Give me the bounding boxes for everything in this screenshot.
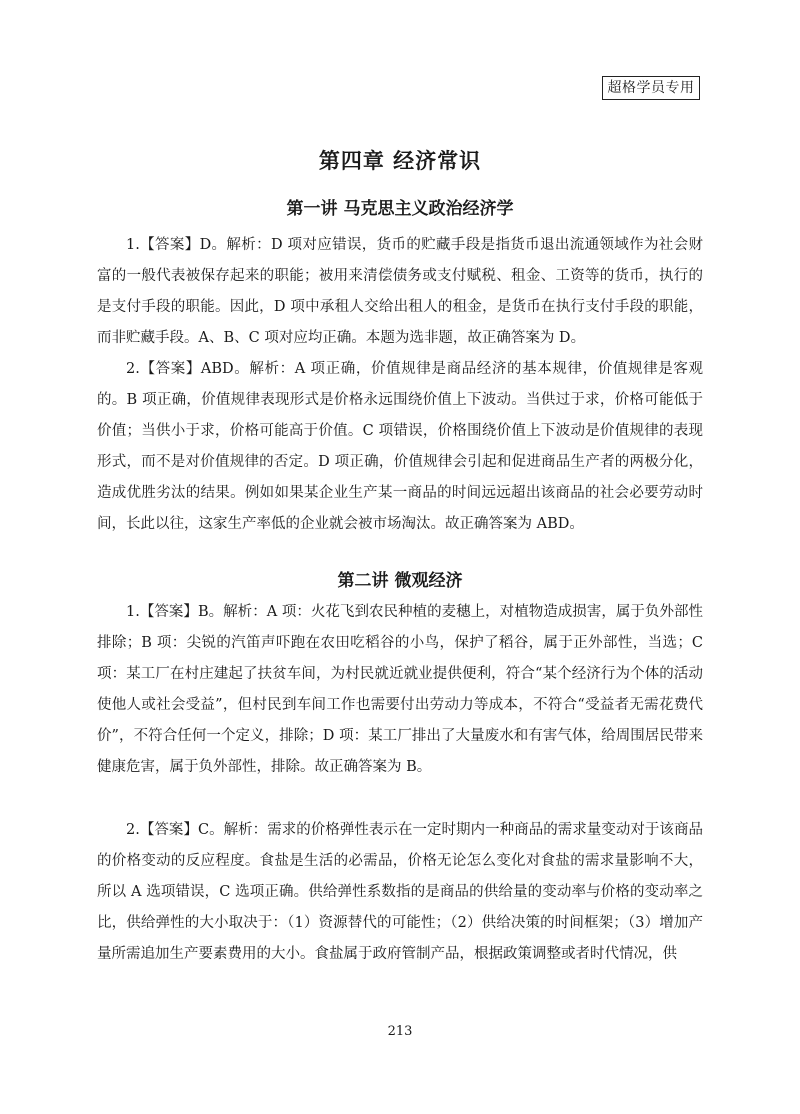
student-exclusive-tag: 超格学员专用 [602,76,700,100]
section-title-1: 第一讲 马克思主义政治经济学 [286,199,514,219]
answer-paragraph: 1.【答案】D。解析：D 项对应错误，货币的贮藏手段是指货币退出流通领域作为社会财富的一般代表被保存起来的职能；被用来清偿债务或支付赋税、租金、工资等的货币，执行的是支付手段的职能。因此，D 项中承租人交给出租人的租金，是货币在执行支付手段的职能，而非贮藏手段。A、B、C 项对应均正确。本题为选非题，故正确答案为 D。 [97,237,703,346]
chapter-title: 第四章 经济常识 [318,148,482,173]
answer-paragraph: 2.【答案】ABD。解析：A 项正确，价值规律是商品经济的基本规律，价值规律是客观的。B 项正确，价值规律表现形式是价格永远围绕价值上下波动。当供过于求，价格可能低于价值；当供小于求，价格可能高于价值。C 项错误，价格围绕价值上下波动是价值规律的表现形式，而不是对价值规律的否定。D 项正确，价值规律会引起和促进商品生产者的两极分化，造成优胜劣汰的结果。例如如果某企业生产某一商品的时间远远超出该商品的社会必要劳动时间，长此以往，这家生产率低的企业就会被市场淘汰。故正确答案为 ABD。 [97,361,703,532]
answer-paragraph: 1.【答案】B。解析：A 项：火花飞到农民种植的麦穗上，对植物造成损害，属于负外部性排除；B 项：尖锐的汽笛声吓跑在农田吃稻谷的小鸟，保护了稻谷，属于正外部性，当选；C 项：某工厂在村庄建起了扶贫车间，为村民就近就业提供便利，符合“某个经济行为个体的活动使他人或社会受益”，但村民到车间工作也需要付出劳动力等成本，不符合“受益者无需花费代价”，不符合任何一个定义，排除；D 项：某工厂排出了大量废水和有害气体，给周围居民带来健康危害，属于负外部性，排除。故正确答案为 B。 [97,604,703,775]
section-title-2: 第二讲 微观经济 [337,571,463,591]
page-number: 213 [387,1024,413,1039]
answer-paragraph: 2.【答案】C。解析：需求的价格弹性表示在一定时期内一种商品的需求量变动对于该商品的价格变动的反应程度。食盐是生活的必需品，价格无论怎么变化对食盐的需求量影响不大，所以 A 选项错误，C 选项正确。供给弹性系数指的是商品的供给量的变动率与价格的变动率之比，供给弹性的大小取决于：（1）资源替代的可能性；（2）供给决策的时间框架；（3）增加产量所需追加生产要素费用的大小。食盐属于政府管制产品，根据政策调整或者时代情况，供 [97,822,703,962]
